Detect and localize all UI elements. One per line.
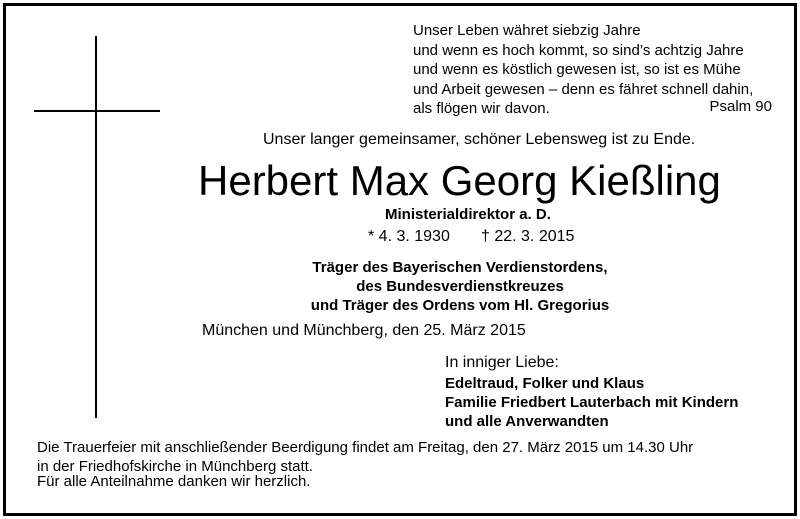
mourner-line: und alle Anverwandten	[445, 413, 609, 430]
psalm-line: und wenn es köstlich gewesen ist, so ist es Mühe	[413, 61, 741, 78]
intro-text: Unser langer gemeinsamer, schöner Lebensweg ist zu Ende.	[263, 131, 696, 148]
honors-block	[290, 258, 630, 315]
cross-icon-horizontal	[34, 110, 160, 112]
funeral-line: in der Friedhofskirche in Münchberg statt.	[37, 458, 313, 475]
honor-line: Träger des Bayerischen Verdienstordens,	[312, 259, 608, 276]
mourner-line: Edeltraud, Folker und Klaus	[445, 375, 645, 392]
funeral-info	[37, 438, 693, 476]
birth-date: * 4. 3. 1930	[368, 228, 450, 245]
psalm-quote	[413, 21, 753, 119]
death-date: † 22. 3. 2015	[481, 228, 575, 245]
funeral-line: Die Trauerfeier mit anschließender Beerdigung findet am Freitag, den 27. März 2015 um 14.30 Uhr	[37, 439, 694, 456]
thanks-text: Für alle Anteilnahme danken wir herzlich.	[37, 473, 311, 490]
psalm-line: als flögen wir davon.	[413, 100, 550, 117]
mourner-line: Familie Friedbert Lauterbach mit Kindern	[445, 394, 739, 411]
honor-line: und Träger des Ordens vom Hl. Gregorius	[310, 297, 610, 314]
psalm-line: und wenn es hoch kommt, so sind’s achtzig Jahre	[413, 41, 744, 59]
psalm-line: und Arbeit gewesen – denn es fähret schnell dahin,	[413, 80, 754, 98]
mourners-heading: In inniger Liebe:	[445, 354, 559, 371]
place-date: München und Münchberg, den 25. März 2015	[202, 322, 526, 339]
cross-icon-vertical	[95, 36, 97, 418]
honor-line: des Bundesverdienstkreuzes	[356, 278, 564, 295]
deceased-title: Ministerialdirektor a. D.	[385, 206, 551, 223]
mourners-list	[445, 374, 738, 431]
psalm-line: Unser Leben währet siebzig Jahre	[413, 22, 641, 39]
deceased-name: Herbert Max Georg Kießling	[198, 157, 721, 204]
psalm-source: Psalm 90	[709, 98, 772, 115]
